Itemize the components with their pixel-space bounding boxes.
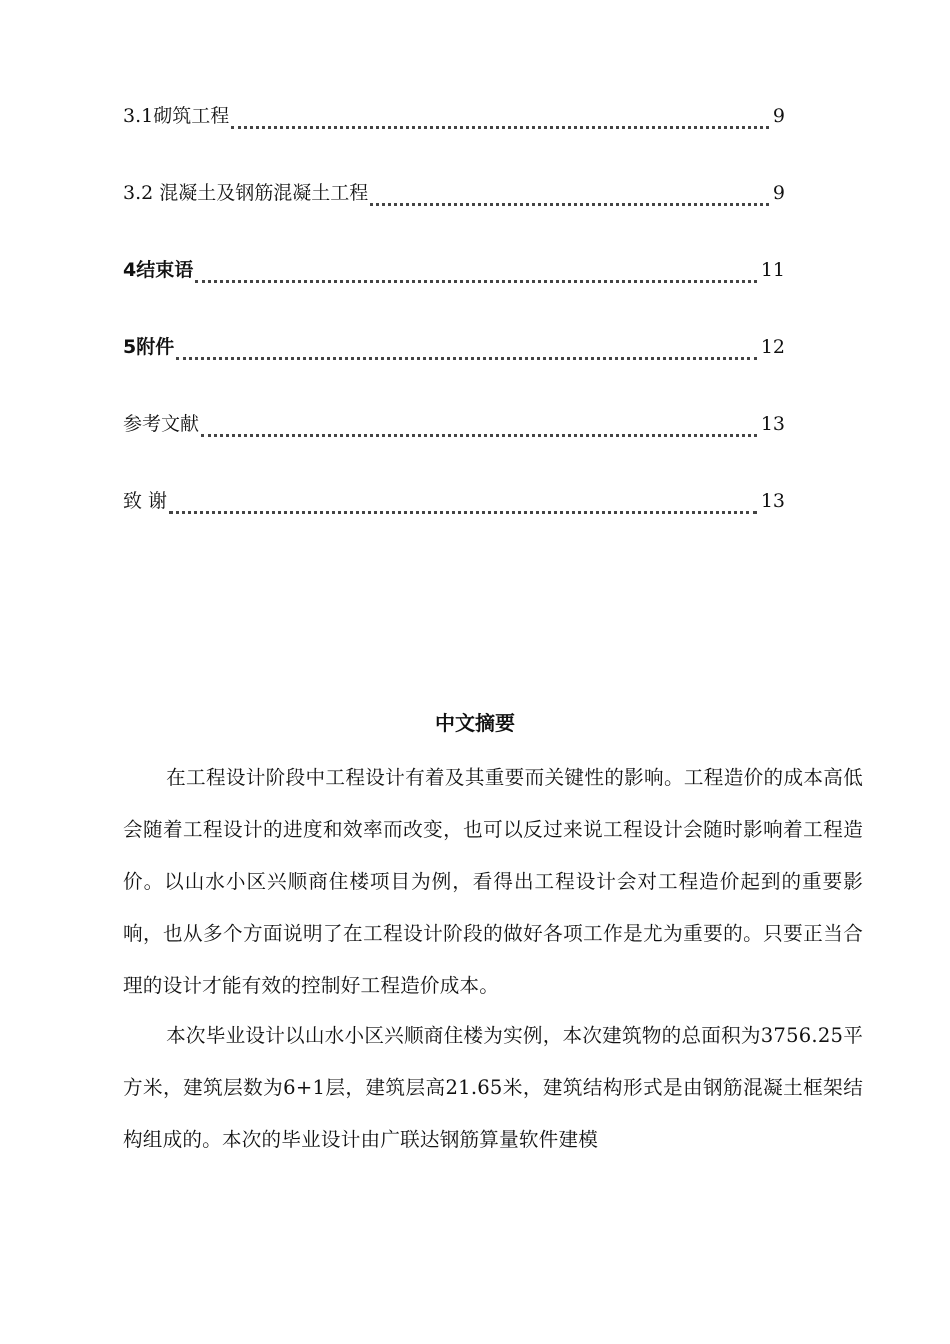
toc-entry-3-1[interactable] [123,101,785,135]
toc-entry-label: 4结束语 [123,259,194,281]
toc-entry-references[interactable] [123,409,785,443]
toc-entry-label: 参考文献 [123,413,200,435]
toc-leader-dots [176,343,757,360]
toc-entry-page: 13 [760,490,785,512]
toc-entry-4[interactable] [123,255,785,289]
toc-leader-dots [201,420,757,437]
toc-leader-dots [169,497,757,514]
toc-leader-dots [370,189,769,206]
toc-entry-page: 12 [760,336,785,358]
toc-entry-5[interactable] [123,332,785,366]
toc-entry-label: 5附件 [123,336,175,358]
abstract-title: 中文摘要 [435,711,515,735]
toc-leader-dots [195,266,757,283]
toc-entry-label: 3.1砌筑工程 [123,105,230,127]
abstract-paragraph: 本次毕业设计以山水小区兴顺商住楼为实例，本次建筑物的总面积为3756.25平方米，建筑层数为6+1层，建筑层高21.65米，建筑结构形式是由钢筋混凝土框架结构组成的。本次的毕业设计由广联达钢筋算量软件建模 [123,1023,863,1151]
abstract-paragraph: 在工程设计阶段中工程设计有着及其重要而关键性的影响。工程造价的成本高低会随着工程设计的进度和效率而改变，也可以反过来说工程设计会随时影响着工程造价。以山水小区兴顺商住楼项目为例，看得出工程设计会对工程造价起到的重要影响，也从多个方面说明了在工程设计阶段的做好各项工作是尤为重要的。只要正当合理的设计才能有效的控制好工程造价成本。 [123,765,863,997]
toc-entry-page: 9 [772,182,785,204]
toc-leader-dots [231,112,769,129]
toc-entry-page: 11 [760,259,785,281]
toc-entry-label: 3.2 混凝土及钢筋混凝土工程 [123,182,369,204]
toc-entry-3-2[interactable] [123,178,785,212]
toc-entry-page: 9 [772,105,785,127]
toc-entry-label: 致 谢 [123,490,168,512]
toc-entry-page: 13 [760,413,785,435]
toc-entry-acknowledgements[interactable] [123,486,785,520]
